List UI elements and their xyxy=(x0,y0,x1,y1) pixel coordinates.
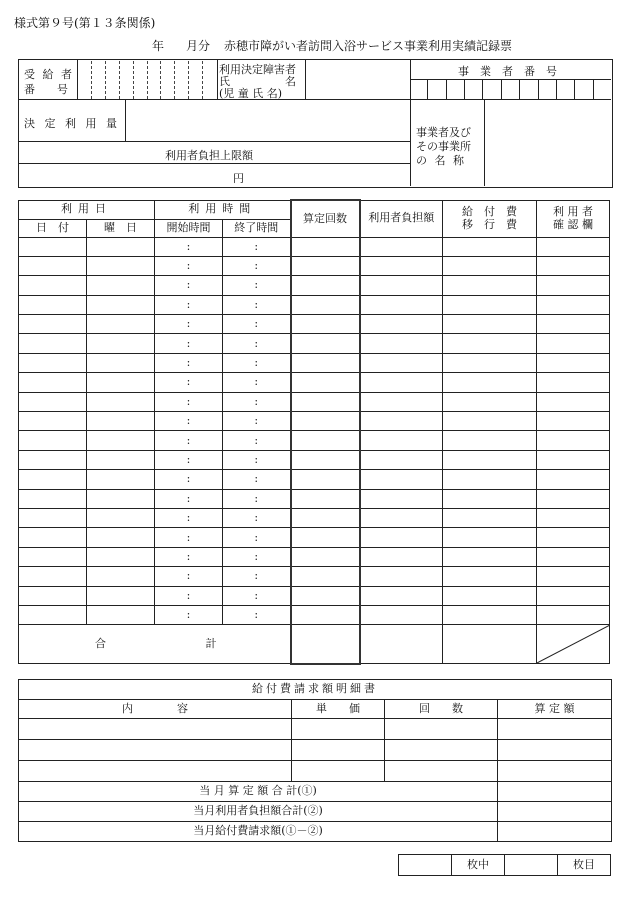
time-colon: : xyxy=(186,472,191,486)
burden-cell[interactable] xyxy=(360,276,443,295)
col-date-group: 利用日 xyxy=(19,200,155,219)
weekday-cell[interactable] xyxy=(87,547,155,566)
usage-row xyxy=(19,315,610,334)
time-colon: : xyxy=(186,278,191,292)
transfer-cell[interactable] xyxy=(443,412,537,431)
recipient-no-boxes[interactable] xyxy=(91,61,216,99)
transfer-cell[interactable] xyxy=(443,547,537,566)
count-cell[interactable] xyxy=(291,605,360,624)
count-cell[interactable] xyxy=(291,489,360,508)
end-time-cell[interactable] xyxy=(223,605,291,624)
burden-cell[interactable] xyxy=(360,334,443,353)
usage-row xyxy=(19,586,610,605)
date-cell[interactable] xyxy=(19,489,87,508)
limit-label: 利用者負担上限額 xyxy=(165,149,253,162)
date-cell[interactable] xyxy=(19,586,87,605)
user-name-label-3: (児 童 氏 名) xyxy=(219,87,283,100)
time-colon: : xyxy=(186,239,191,253)
burden-cell[interactable] xyxy=(360,450,443,469)
end-time-cell[interactable] xyxy=(223,373,291,392)
confirm-cell[interactable] xyxy=(537,392,610,411)
date-cell[interactable] xyxy=(19,470,87,489)
transfer-cell[interactable] xyxy=(443,237,537,256)
start-time-cell[interactable] xyxy=(155,256,223,275)
confirm-cell[interactable] xyxy=(537,450,610,469)
burden-cell[interactable] xyxy=(360,295,443,314)
usage-row xyxy=(19,295,610,314)
count-cell[interactable] xyxy=(291,353,360,372)
provider-name-field[interactable] xyxy=(485,100,611,186)
summary-burden-field[interactable] xyxy=(498,802,612,822)
usage-row xyxy=(19,528,610,547)
confirm-cell[interactable] xyxy=(537,605,610,624)
weekday-cell[interactable] xyxy=(87,528,155,547)
date-cell[interactable] xyxy=(19,315,87,334)
count-cell[interactable] xyxy=(291,392,360,411)
total-label-2: 計 xyxy=(205,637,217,651)
sheets-total-field[interactable] xyxy=(399,855,452,876)
count-cell[interactable] xyxy=(291,547,360,566)
confirm-cell[interactable] xyxy=(537,431,610,450)
time-colon: : xyxy=(186,549,191,563)
burden-cell[interactable] xyxy=(360,353,443,372)
end-time-cell[interactable] xyxy=(223,489,291,508)
date-cell[interactable] xyxy=(19,547,87,566)
start-time-cell[interactable] xyxy=(155,276,223,295)
transfer-cell[interactable] xyxy=(443,586,537,605)
burden-cell[interactable] xyxy=(360,528,443,547)
transfer-cell[interactable] xyxy=(443,431,537,450)
usage-row xyxy=(19,508,610,527)
usage-row xyxy=(19,470,610,489)
start-time-cell[interactable] xyxy=(155,392,223,411)
time-colon: : xyxy=(186,530,191,544)
time-colon: : xyxy=(186,491,191,505)
weekday-cell[interactable] xyxy=(87,567,155,586)
heading-title: 赤穂市障がい者訪問入浴サービス事業利用実績記録票 xyxy=(224,39,513,53)
transfer-cell[interactable] xyxy=(443,489,537,508)
burden-cell[interactable] xyxy=(360,586,443,605)
sheet-count xyxy=(398,854,611,876)
col-date: 日 付 xyxy=(19,219,87,237)
time-colon: : xyxy=(254,433,259,447)
end-time-cell[interactable] xyxy=(223,315,291,334)
provider-name-label-2: その事業所 xyxy=(416,140,471,153)
count-cell[interactable] xyxy=(291,586,360,605)
billing-cell[interactable] xyxy=(292,719,385,740)
billing-cell[interactable] xyxy=(498,761,612,782)
col-confirm-1: 利 用 者 xyxy=(553,205,593,219)
total-transfer-cell[interactable] xyxy=(443,625,537,664)
time-colon: : xyxy=(186,511,191,525)
time-colon: : xyxy=(254,375,259,389)
billing-cell[interactable] xyxy=(19,761,292,782)
time-colon: : xyxy=(186,433,191,447)
diagonal-slash xyxy=(537,625,610,663)
billing-cell[interactable] xyxy=(19,740,292,761)
start-time-cell[interactable] xyxy=(155,508,223,527)
date-cell[interactable] xyxy=(19,431,87,450)
confirm-cell[interactable] xyxy=(537,567,610,586)
date-cell[interactable] xyxy=(19,276,87,295)
date-cell[interactable] xyxy=(19,528,87,547)
billing-cell[interactable] xyxy=(498,740,612,761)
summary-burden-label: 当月利用者負担額合計(②) xyxy=(19,802,498,822)
count-cell[interactable] xyxy=(291,431,360,450)
confirm-cell[interactable] xyxy=(537,334,610,353)
end-time-cell[interactable] xyxy=(223,412,291,431)
col-transfer-1: 給 付 費 xyxy=(462,205,517,219)
date-cell[interactable] xyxy=(19,373,87,392)
time-colon: : xyxy=(254,278,259,292)
confirm-cell[interactable] xyxy=(537,412,610,431)
end-time-cell[interactable] xyxy=(223,450,291,469)
confirm-cell[interactable] xyxy=(537,256,610,275)
sheet-no-field[interactable] xyxy=(505,855,558,876)
col-content: 内 容 xyxy=(19,700,292,719)
start-time-cell[interactable] xyxy=(155,489,223,508)
burden-cell[interactable] xyxy=(360,605,443,624)
col-weekday: 曜 日 xyxy=(87,219,155,237)
total-count-cell[interactable] xyxy=(291,625,360,664)
date-cell[interactable] xyxy=(19,392,87,411)
provider-no-label: 事業者番号 xyxy=(458,65,568,78)
heading-month: 月分 xyxy=(186,39,211,53)
start-time-cell[interactable] xyxy=(155,315,223,334)
count-cell[interactable] xyxy=(291,412,360,431)
transfer-cell[interactable] xyxy=(443,315,537,334)
count-cell[interactable] xyxy=(291,295,360,314)
billing-cell[interactable] xyxy=(385,719,498,740)
transfer-cell[interactable] xyxy=(443,450,537,469)
count-cell[interactable] xyxy=(291,256,360,275)
col-count: 算定回数 xyxy=(291,200,360,237)
time-colon: : xyxy=(186,336,191,350)
usage-row xyxy=(19,392,610,411)
time-colon: : xyxy=(186,355,191,369)
date-cell[interactable] xyxy=(19,508,87,527)
time-colon: : xyxy=(254,530,259,544)
confirm-cell[interactable] xyxy=(537,353,610,372)
time-colon: : xyxy=(186,414,191,428)
col-confirm xyxy=(537,200,610,237)
time-colon: : xyxy=(254,491,259,505)
end-time-cell[interactable] xyxy=(223,470,291,489)
usage-row xyxy=(19,567,610,586)
yen-label: 円 xyxy=(233,172,244,185)
time-colon: : xyxy=(186,588,191,602)
start-time-cell[interactable] xyxy=(155,353,223,372)
time-colon: : xyxy=(254,452,259,466)
weekday-cell[interactable] xyxy=(87,412,155,431)
burden-cell[interactable] xyxy=(360,508,443,527)
end-time-cell[interactable] xyxy=(223,508,291,527)
usage-row xyxy=(19,373,610,392)
burden-cell[interactable] xyxy=(360,547,443,566)
weekday-cell[interactable] xyxy=(87,353,155,372)
weekday-cell[interactable] xyxy=(87,237,155,256)
confirm-cell[interactable] xyxy=(537,276,610,295)
billing-cell[interactable] xyxy=(385,740,498,761)
start-time-cell[interactable] xyxy=(155,334,223,353)
confirm-cell[interactable] xyxy=(537,315,610,334)
time-colon: : xyxy=(254,297,259,311)
start-time-cell[interactable] xyxy=(155,586,223,605)
recipient-no-label-2: 番 号 xyxy=(24,83,68,96)
billing-cell[interactable] xyxy=(498,719,612,740)
billing-cell[interactable] xyxy=(385,761,498,782)
decided-amount-label: 決 定 利 用 量 xyxy=(24,117,120,130)
col-confirm-2: 確 認 欄 xyxy=(553,217,593,231)
sheets-total-label: 枚中 xyxy=(452,855,505,876)
end-time-cell[interactable] xyxy=(223,431,291,450)
burden-cell[interactable] xyxy=(360,431,443,450)
transfer-cell[interactable] xyxy=(443,373,537,392)
date-cell[interactable] xyxy=(19,605,87,624)
usage-row xyxy=(19,276,610,295)
weekday-cell[interactable] xyxy=(87,586,155,605)
time-colon: : xyxy=(254,414,259,428)
billing-cell[interactable] xyxy=(292,761,385,782)
date-cell[interactable] xyxy=(19,450,87,469)
time-colon: : xyxy=(186,375,191,389)
weekday-cell[interactable] xyxy=(87,392,155,411)
start-time-cell[interactable] xyxy=(155,528,223,547)
count-cell[interactable] xyxy=(291,450,360,469)
confirm-cell[interactable] xyxy=(537,489,610,508)
col-amount: 算 定 額 xyxy=(498,700,612,719)
burden-cell[interactable] xyxy=(360,567,443,586)
time-colon: : xyxy=(254,549,259,563)
weekday-cell[interactable] xyxy=(87,431,155,450)
usage-row xyxy=(19,256,610,275)
summary-claim-label: 当月給付費請求額(①－②) xyxy=(19,822,498,842)
usage-row xyxy=(19,353,610,372)
start-time-cell[interactable] xyxy=(155,295,223,314)
heading-year: 年 xyxy=(152,39,165,53)
weekday-cell[interactable] xyxy=(87,256,155,275)
time-colon: : xyxy=(186,317,191,331)
burden-cell[interactable] xyxy=(360,373,443,392)
date-cell[interactable] xyxy=(19,237,87,256)
start-time-cell[interactable] xyxy=(155,431,223,450)
count-cell[interactable] xyxy=(291,528,360,547)
user-name-label-2: 氏 名 xyxy=(219,75,296,88)
transfer-cell[interactable] xyxy=(443,295,537,314)
weekday-cell[interactable] xyxy=(87,605,155,624)
count-cell[interactable] xyxy=(291,373,360,392)
col-burden: 利用者負担額 xyxy=(360,200,443,237)
weekday-cell[interactable] xyxy=(87,295,155,314)
user-name-field[interactable] xyxy=(306,60,410,99)
date-cell[interactable] xyxy=(19,567,87,586)
time-colon: : xyxy=(254,239,259,253)
total-burden-cell[interactable] xyxy=(360,625,443,664)
recipient-no-label-1: 受 給 者 xyxy=(24,68,74,81)
date-cell[interactable] xyxy=(19,412,87,431)
user-name-label-1: 利用決定障害者 xyxy=(219,63,296,76)
usage-row xyxy=(19,450,610,469)
confirm-cell[interactable] xyxy=(537,237,610,256)
burden-cell[interactable] xyxy=(360,470,443,489)
burden-cell[interactable] xyxy=(360,412,443,431)
end-time-cell[interactable] xyxy=(223,276,291,295)
provider-name-label-3: の 名 称 xyxy=(416,154,466,167)
count-cell[interactable] xyxy=(291,508,360,527)
weekday-cell[interactable] xyxy=(87,470,155,489)
transfer-cell[interactable] xyxy=(443,353,537,372)
time-colon: : xyxy=(186,452,191,466)
time-colon: : xyxy=(186,297,191,311)
end-time-cell[interactable] xyxy=(223,547,291,566)
billing-cell[interactable] xyxy=(292,740,385,761)
start-time-cell[interactable] xyxy=(155,470,223,489)
form-number: 様式第９号(第１３条関係) xyxy=(14,16,156,30)
end-time-cell[interactable] xyxy=(223,256,291,275)
confirm-cell[interactable] xyxy=(537,508,610,527)
usage-row xyxy=(19,547,610,566)
count-cell[interactable] xyxy=(291,276,360,295)
start-time-cell[interactable] xyxy=(155,373,223,392)
billing-table xyxy=(18,679,612,842)
col-start: 開始時間 xyxy=(155,219,223,237)
weekday-cell[interactable] xyxy=(87,276,155,295)
sheet-no-label: 枚目 xyxy=(558,855,611,876)
time-colon: : xyxy=(254,259,259,273)
transfer-cell[interactable] xyxy=(443,256,537,275)
usage-row xyxy=(19,489,610,508)
usage-row xyxy=(19,431,610,450)
usage-table xyxy=(18,199,610,665)
summary-claim-field[interactable] xyxy=(498,822,612,842)
confirm-cell[interactable] xyxy=(537,295,610,314)
transfer-cell[interactable] xyxy=(443,605,537,624)
date-cell[interactable] xyxy=(19,334,87,353)
count-cell[interactable] xyxy=(291,334,360,353)
weekday-cell[interactable] xyxy=(87,315,155,334)
burden-cell[interactable] xyxy=(360,489,443,508)
start-time-cell[interactable] xyxy=(155,450,223,469)
transfer-cell[interactable] xyxy=(443,567,537,586)
transfer-cell[interactable] xyxy=(443,508,537,527)
end-time-cell[interactable] xyxy=(223,334,291,353)
transfer-cell[interactable] xyxy=(443,470,537,489)
time-colon: : xyxy=(254,608,259,622)
time-colon: : xyxy=(254,355,259,369)
transfer-cell[interactable] xyxy=(443,392,537,411)
time-colon: : xyxy=(254,588,259,602)
time-colon: : xyxy=(254,472,259,486)
provider-no-boxes[interactable] xyxy=(410,79,611,100)
transfer-cell[interactable] xyxy=(443,334,537,353)
time-colon: : xyxy=(254,569,259,583)
time-colon: : xyxy=(186,259,191,273)
count-cell[interactable] xyxy=(291,237,360,256)
end-time-cell[interactable] xyxy=(223,353,291,372)
total-label xyxy=(19,625,291,664)
end-time-cell[interactable] xyxy=(223,567,291,586)
start-time-cell[interactable] xyxy=(155,605,223,624)
col-times: 回 数 xyxy=(385,700,498,719)
end-time-cell[interactable] xyxy=(223,392,291,411)
time-colon: : xyxy=(186,394,191,408)
weekday-cell[interactable] xyxy=(87,508,155,527)
total-label-1: 合 xyxy=(95,637,106,651)
count-cell[interactable] xyxy=(291,470,360,489)
confirm-cell[interactable] xyxy=(537,547,610,566)
billing-cell[interactable] xyxy=(19,719,292,740)
billing-title: 給付費請求額明細書 xyxy=(19,680,612,700)
count-cell[interactable] xyxy=(291,567,360,586)
count-cell[interactable] xyxy=(291,315,360,334)
date-cell[interactable] xyxy=(19,295,87,314)
limit-field[interactable] xyxy=(19,164,409,186)
weekday-cell[interactable] xyxy=(87,373,155,392)
time-colon: : xyxy=(186,569,191,583)
summary-total-label: 当 月 算 定 額 合 計(①) xyxy=(19,782,498,802)
col-unit: 単 価 xyxy=(292,700,385,719)
burden-cell[interactable] xyxy=(360,392,443,411)
burden-cell[interactable] xyxy=(360,256,443,275)
confirm-cell[interactable] xyxy=(537,586,610,605)
transfer-cell[interactable] xyxy=(443,276,537,295)
time-colon: : xyxy=(254,336,259,350)
confirm-cell[interactable] xyxy=(537,470,610,489)
col-time-group: 利用時間 xyxy=(155,200,291,219)
confirm-cell[interactable] xyxy=(537,528,610,547)
start-time-cell[interactable] xyxy=(155,547,223,566)
date-cell[interactable] xyxy=(19,256,87,275)
col-transfer-2: 移 行 費 xyxy=(462,217,517,231)
usage-row xyxy=(19,334,610,353)
burden-cell[interactable] xyxy=(360,237,443,256)
total-confirm-cell xyxy=(537,625,610,664)
weekday-cell[interactable] xyxy=(87,489,155,508)
end-time-cell[interactable] xyxy=(223,295,291,314)
transfer-cell[interactable] xyxy=(443,528,537,547)
confirm-cell[interactable] xyxy=(537,373,610,392)
time-colon: : xyxy=(186,608,191,622)
usage-row xyxy=(19,237,610,256)
weekday-cell[interactable] xyxy=(87,334,155,353)
end-time-cell[interactable] xyxy=(223,586,291,605)
usage-row xyxy=(19,605,610,624)
end-time-cell[interactable] xyxy=(223,528,291,547)
burden-cell[interactable] xyxy=(360,315,443,334)
time-colon: : xyxy=(254,394,259,408)
col-end: 終了時間 xyxy=(223,219,291,237)
col-transfer xyxy=(443,200,537,237)
summary-total-field[interactable] xyxy=(498,782,612,802)
start-time-cell[interactable] xyxy=(155,567,223,586)
weekday-cell[interactable] xyxy=(87,450,155,469)
provider-name-label-1: 事業者及び xyxy=(416,126,471,139)
time-colon: : xyxy=(254,317,259,331)
time-colon: : xyxy=(254,511,259,525)
usage-row xyxy=(19,412,610,431)
start-time-cell[interactable] xyxy=(155,237,223,256)
end-time-cell[interactable] xyxy=(223,237,291,256)
decided-amount-field[interactable] xyxy=(126,100,410,140)
date-cell[interactable] xyxy=(19,353,87,372)
start-time-cell[interactable] xyxy=(155,412,223,431)
